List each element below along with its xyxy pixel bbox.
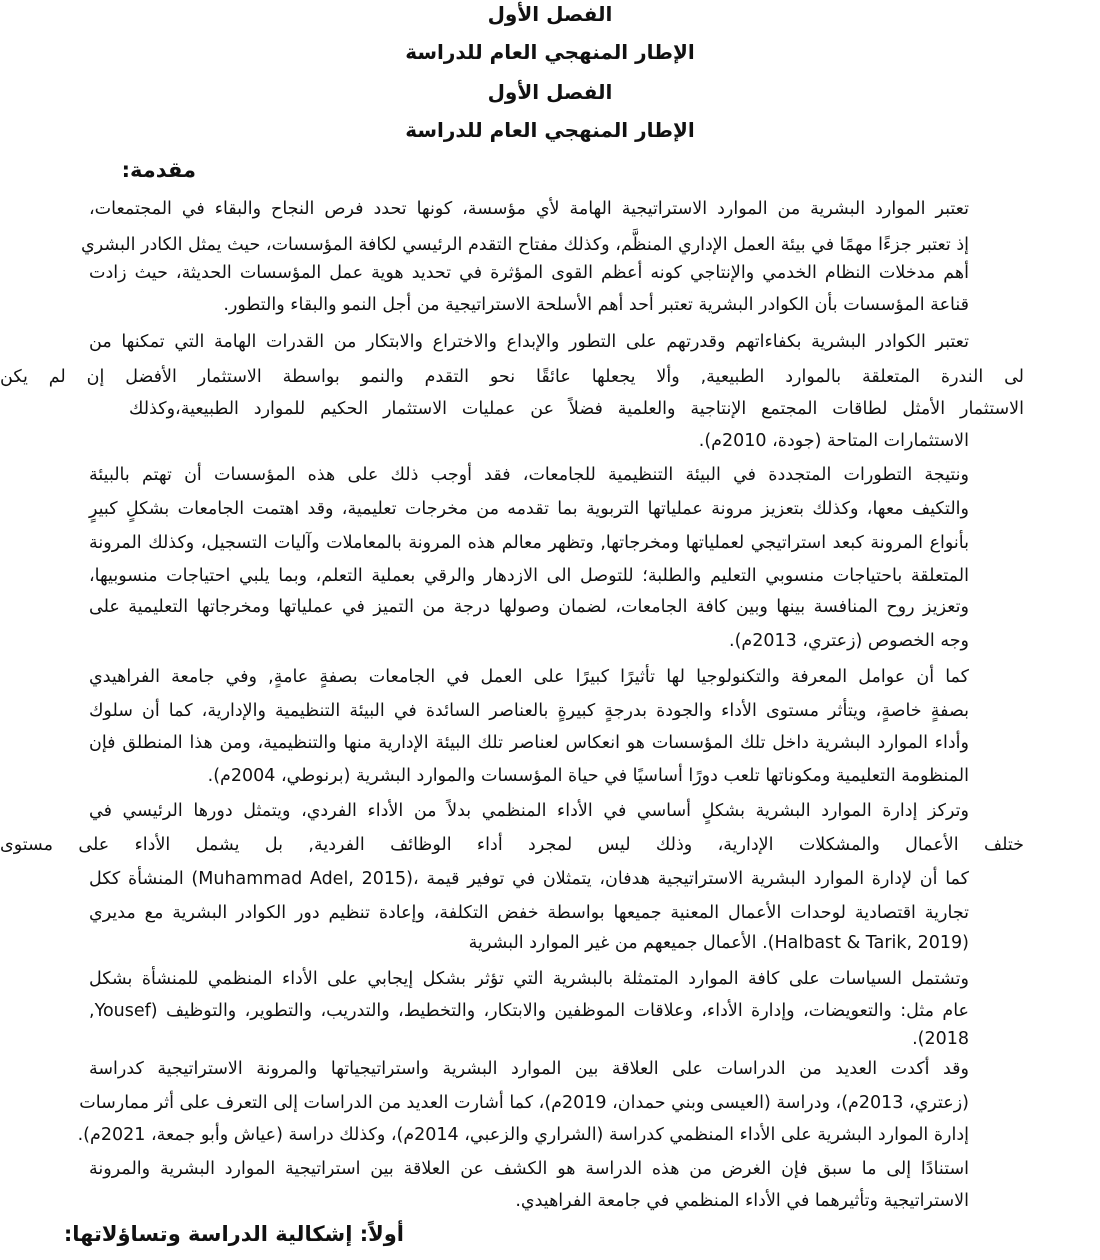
- framework-title: الإطار المنهجي العام للدراسة: [405, 118, 695, 142]
- paragraph-line: وتركز إدارة الموارد البشرية بشكلٍ أساسي في الأداء المنظمي بدلاً من الأداء الفردي، ويتمثل دورها الرئيسي في: [89, 801, 969, 821]
- paragraph-line: إذ تعتبر جزءًا مهمًا في بيئة العمل الإداري المنظَّم، وكذلك مفتاح التقدم الرئيسي لكافة المؤسسات، حيث يمثل الكادر البشري: [81, 235, 969, 255]
- paragraph-line: بأنواع المرونة كبعد استراتيجي لعملياتها ومخرجاتها, وتظهر معالم هذه المرونة بالمعاملات وآليات التسجيل، وكذلك المرونة: [89, 533, 969, 553]
- paragraph-line: الاستثمار الأمثل لطاقات المجتمع الإنتاجية والعلمية فضلاً عن عمليات الاستثمار الحكيم للموارد الطبيعية،وكذلك: [129, 399, 1024, 419]
- paragraph-line: وتعزيز روح المنافسة بينها وبين كافة الجامعات، لضمان وصولها درجة من التميز في عملياتها ومخرجاتها التعليمية على: [89, 597, 969, 617]
- paragraph-line: أهم مدخلات النظام الخدمي والإنتاجي كونه أعظم القوى المؤثرة في تحديد هوية عمل المؤسسات الحديثة، حيث زادت: [89, 263, 969, 283]
- paragraph-line: والتكيف معها، وكذلك بتعزيز مرونة عملياتها التربوية بما تقدمه من مخرجات تعليمية، وقد اهتمت الجامعات بشكلٍ كبيرٍ: [89, 499, 969, 519]
- paragraph-line: قناعة المؤسسات بأن الكوادر البشرية تعتبر أحد أهم الأسلحة الاستراتيجية من أجل النمو والبقاء والتطور.: [223, 295, 969, 315]
- paragraph-line: عام مثل: والتعويضات، وإدارة الأداء، وعلاقات الموظفين والابتكار، والتخطيط، والتدريب، والتطوير، والتوظيف (Yousef,: [89, 1001, 969, 1021]
- section-heading: أولاً: إشكالية الدراسة وتساؤلاتها:: [63, 1222, 404, 1246]
- paragraph-line: لى الندرة المتعلقة بالموارد الطبيعية, وألا يجعلها عائقًا نحو التقدم والنمو بواسطة الاستثمار الأفضل إن لم يكن: [0, 367, 1024, 387]
- paragraph-line: كما أن لإدارة الموارد البشرية الاستراتيجية هدفان، يتمثلان في توفير قيمة ،(Muhammad Adel, 2015) المنشأة ككل: [89, 869, 969, 889]
- chapter-title: الفصل الأول: [487, 80, 613, 104]
- chapter-title: الفصل الأول: [487, 2, 613, 26]
- paragraph-line: إدارة الموارد البشرية على الأداء المنظمي كدراسة (الشراري والزعبي، 2014م)، وكذلك دراسة (عياش وأبو جمعة، 2021م).: [77, 1125, 969, 1145]
- paragraph-line: المنظومة التعليمية ومكوناتها تلعب دورًا أساسيًا في حياة المؤسسات والموارد البشرية (برنوطي، 2004م).: [207, 766, 969, 786]
- paragraph-line: تعتبر الموارد البشرية من الموارد الاستراتيجية الهامة لأي مؤسسة، كونها تحدد فرص النجاح والبقاء في المجتمعات،: [89, 199, 969, 219]
- paragraph-line: (زعتري، 2013م)، ودراسة (العيسى وبني حمدان، 2019م)، كما أشارت العديد من الدراسات إلى التعرف على أثر ممارسات: [79, 1093, 969, 1113]
- paragraph-line: ختلف الأعمال والمشكلات الإدارية، وذلك ليس لمجرد أداء الوظائف الفردية, بل يشمل الأداء على مستوى: [0, 835, 1024, 855]
- paragraph-line: (Halbast & Tarik, 2019). الأعمال جميعهم من غير الموارد البشرية: [468, 933, 969, 953]
- paragraph-line: 2018).: [912, 1029, 969, 1049]
- paragraph-line: تجارية اقتصادية لوحدات الأعمال المعنية جميعها بواسطة خفض التكلفة، وإعادة تنظيم دور الكوادر البشرية مع مديري: [89, 903, 969, 923]
- paragraph-line: الاستثمارات المتاحة (جودة، 2010م).: [698, 431, 969, 451]
- paragraph-line: المتعلقة باحتياجات منسوبي التعليم والطلبة؛ للتوصل الى الازدهار والرقي بعملية التعلم، وبما يلبي احتياجات منسوبيها،: [89, 566, 969, 586]
- paragraph-line: وجه الخصوص (زعتري، 2013م).: [729, 631, 969, 651]
- paragraph-line: كما أن عوامل المعرفة والتكنولوجيا لها تأثيرًا كبيرًا على العمل في الجامعات بصفةٍ عامةٍ, وفي جامعة الفراهيدي: [89, 667, 969, 687]
- paragraph-line: بصفةٍ خاصةٍ، ويتأثر مستوى الأداء والجودة بدرجةٍ كبيرةٍ بالعناصر السائدة في البيئة التنظيمية والإدارية، كما أن سلوك: [89, 701, 969, 721]
- paragraph-line: وقد أكدت العديد من الدراسات على العلاقة بين الموارد البشرية واستراتيجياتها والمرونة الاستراتيجية كدراسة: [89, 1059, 969, 1079]
- paragraph-line: الاستراتيجية وتأثيرهما في الأداء المنظمي في جامعة الفراهيدي.: [515, 1191, 969, 1211]
- paragraph-line: ونتيجة التطورات المتجددة في البيئة التنظيمية للجامعات، فقد أوجب ذلك على هذه المؤسسات أن تهتم بالبيئة: [89, 465, 969, 485]
- paragraph-line: استنادًا إلى ما سبق فإن الغرض من هذه الدراسة هو الكشف عن العلاقة بين استراتيجية الموارد البشرية والمرونة: [89, 1159, 969, 1179]
- intro-heading: مقدمة:: [121, 158, 196, 182]
- paragraph-line: وأداء الموارد البشرية داخل تلك المؤسسات هو انعكاس لعناصر تلك البيئة الإدارية منها والتنظيمية، ومن هذا المنطلق فإن: [89, 733, 969, 753]
- paragraph-line: وتشتمل السياسات على كافة الموارد المتمثلة بالبشرية التي تؤثر بشكل إيجابي على الأداء المنظمي للمنشأة بشكل: [89, 969, 969, 989]
- framework-title: الإطار المنهجي العام للدراسة: [405, 40, 695, 64]
- paragraph-line: تعتبر الكوادر البشرية بكفاءاتهم وقدرتهم على التطور والإبداع والاختراع والابتكار من القدرات الهامة التي تمكنها من: [89, 332, 969, 352]
